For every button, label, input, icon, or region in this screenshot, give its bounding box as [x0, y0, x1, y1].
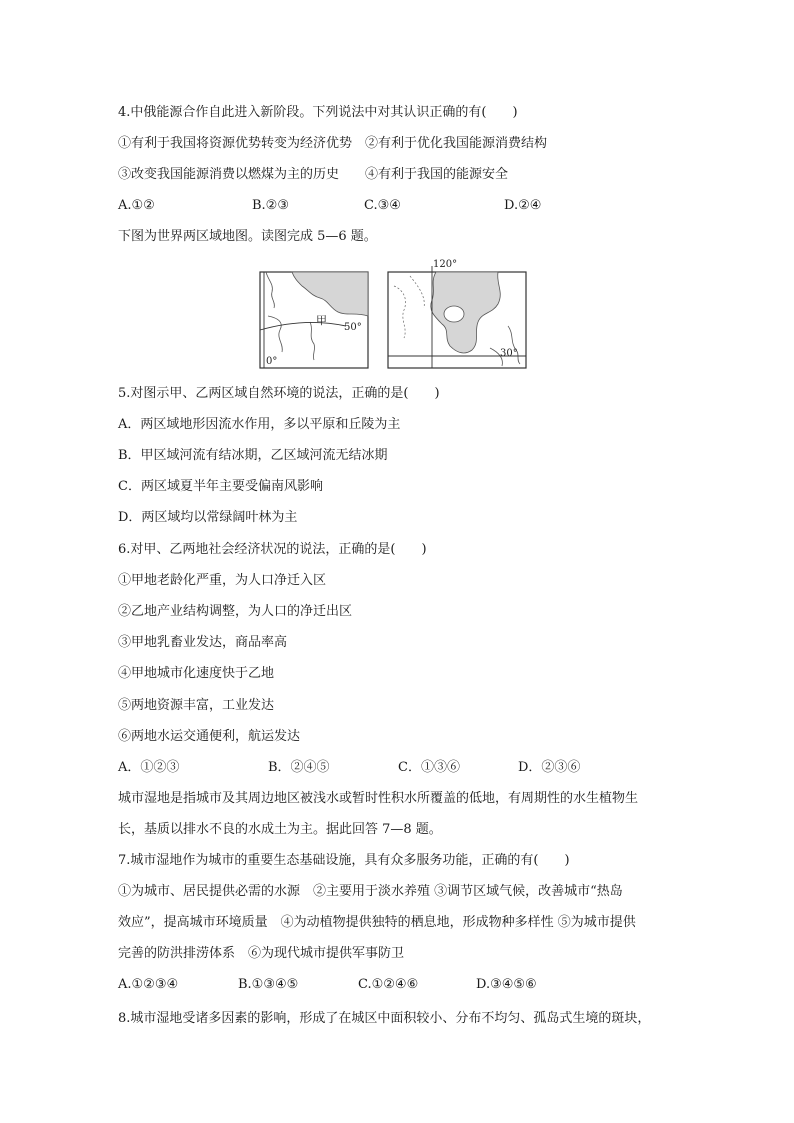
map-jia — [260, 272, 368, 368]
q4-option-d[interactable]: D.②④ — [504, 198, 542, 213]
map-yi — [388, 259, 526, 368]
q6-item-3: ③甲地乳畜业发达，商品率高 — [118, 635, 288, 650]
q4-option-a[interactable]: A.①② — [118, 198, 155, 213]
q6-stem: 6.对甲、乙两地社会经济状况的说法，正确的是( ) — [118, 542, 427, 557]
q5-option-b[interactable]: B．甲区域河流有结冰期，乙区域河流无结冰期 — [118, 448, 388, 463]
region-maps-svg — [258, 256, 528, 372]
q4-statement-line-2: ③改变我国能源消费以燃煤为主的历史 ④有利于我国的能源安全 — [118, 167, 509, 182]
q7-statement-line-1: ①为城市、居民提供必需的水源 ②主要用于淡水养殖 ③调节区域气候，改善城市“热岛 — [118, 884, 623, 899]
q4-statement-line-1: ①有利于我国将资源优势转变为经济优势 ②有利于优化我国能源消费结构 — [118, 136, 548, 151]
map-label-0: 0° — [266, 356, 278, 367]
q6-item-5: ⑤两地资源丰富，工业发达 — [118, 698, 275, 713]
q5-stem: 5.对图示甲、乙两区域自然环境的说法，正确的是( ) — [118, 386, 440, 401]
q7-statement-line-2: 效应”，提高城市环境质量 ④为动植物提供独特的栖息地，形成物种多样性 ⑤为城市提供 — [118, 915, 636, 930]
q7-option-d[interactable]: D.③④⑤⑥ — [476, 977, 537, 992]
q6-item-1: ①甲地老龄化严重，为人口净迁入区 — [118, 573, 327, 588]
q6-option-b[interactable]: B．②④⑤ — [268, 760, 330, 775]
q6-item-4: ④甲地城市化速度快于乙地 — [118, 666, 275, 681]
map-label-50: 50° — [344, 322, 362, 333]
q5-option-a[interactable]: A．两区域地形因流水作用，多以平原和丘陵为主 — [118, 417, 401, 432]
q5-option-c[interactable]: C．两区域夏半年主要受偏南风影响 — [118, 479, 323, 494]
q7-statement-line-3: 完善的防洪排涝体系 ⑥为现代城市提供军事防卫 — [118, 946, 405, 961]
q7-option-b[interactable]: B.①③④⑤ — [238, 977, 299, 992]
map-label-120: 120° — [433, 259, 458, 270]
intro-5-6: 下图为世界两区域地图。读图完成 5—6 题。 — [118, 229, 377, 244]
q7-option-c[interactable]: C.①②④⑥ — [358, 977, 419, 992]
intro-7-8-line-1: 城市湿地是指城市及其周边地区被浅水或暂时性积水所覆盖的低地，有周期性的水生植物生 — [118, 791, 639, 806]
q6-option-a[interactable]: A．①②③ — [118, 760, 180, 775]
q4-option-b[interactable]: B.②③ — [252, 198, 289, 213]
q6-option-c[interactable]: C．①③⑥ — [398, 760, 460, 775]
q6-item-2: ②乙地产业结构调整，为人口的净迁出区 — [118, 604, 353, 619]
q6-item-6: ⑥两地水运交通便利，航运发达 — [118, 729, 301, 744]
q7-stem: 7.城市湿地作为城市的重要生态基础设施，具有众多服务功能，正确的有( ) — [118, 853, 570, 868]
map-label-30: 30° — [500, 348, 518, 359]
region-maps-figure — [258, 256, 528, 372]
q5-option-d[interactable]: D．两区域均以常绿阔叶林为主 — [118, 510, 298, 525]
q4-option-c[interactable]: C.③④ — [364, 198, 401, 213]
q8-stem: 8.城市湿地受诸多因素的影响，形成了在城区中面积较小、分布不均匀、孤岛式生境的斑块， — [118, 1011, 651, 1026]
map-label-jia: 甲 — [316, 314, 327, 327]
q7-option-a[interactable]: A.①②③④ — [118, 977, 179, 992]
q4-stem: 4.中俄能源合作自此进入新阶段。下列说法中对其认识正确的有( ) — [118, 105, 518, 120]
q6-option-d[interactable]: D．②③⑥ — [518, 760, 581, 775]
intro-7-8-line-2: 长，基质以排水不良的水成土为主。据此回答 7—8 题。 — [118, 822, 442, 837]
